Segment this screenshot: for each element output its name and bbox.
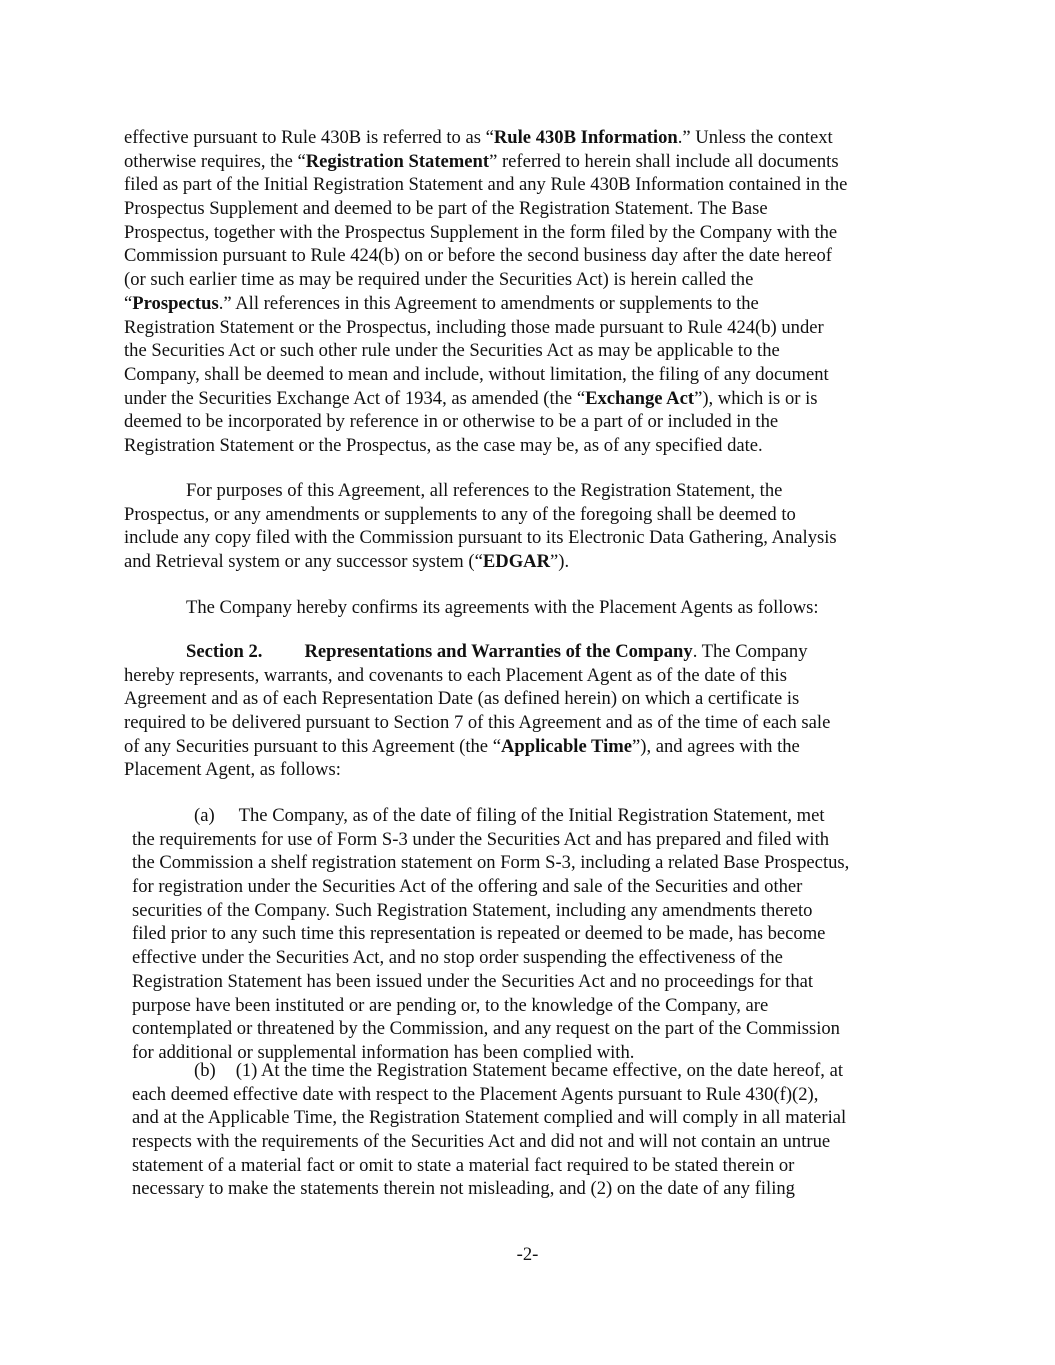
text-line [132,970,849,994]
text-line [124,150,847,174]
defined-term: Applicable Time [500,735,632,757]
defined-term: Rule 430B Information [493,127,678,148]
text-line [124,735,830,759]
text-run: . The Company [692,641,808,662]
text-run: contemplated or threatened by the Commission, and any request on the part of the Commission [132,1018,840,1040]
text-run: Prospectus, or any amendments or supplements to any of the foregoing shall be deemed to [124,503,796,525]
text-line [124,711,830,735]
text-run: under the Securities Exchange Act of 1934, as amended (the “ [124,387,586,409]
text-run: hereby represents, warrants, and covenants to each Placement Agent as of the date of this [124,664,787,686]
text-run: (a) [194,805,215,826]
text-line [124,363,847,387]
text-line [132,804,849,828]
text-run: filed as part of the Initial Registration Statement and any Rule 430B Information contained in the [124,174,848,196]
text-run: purpose have been instituted or are pending or, to the knowledge of the Company, are [132,994,769,1016]
text-line [124,268,847,292]
text-run: (1) At the time the Registration Statement became effective, on the date hereof, at [235,1060,844,1081]
text-line [124,316,847,340]
text-run: the requirements for use of Form S-3 under the Securities Act and has prepared and filed with [132,828,830,850]
text-run: ” referred to herein shall include all documents [489,150,839,172]
text-line [124,339,847,363]
text-line [124,173,847,197]
text-run: ”), and agrees with the [632,735,800,757]
page-number: -2- [516,1244,539,1265]
text-run: Commission pursuant to Rule 424(b) on or before the second business day after the date hereof [124,245,832,267]
text-run: Registration Statement has been issued under the Securities Act and no proceedings for that [132,970,814,992]
defined-term: Prospectus [132,292,219,314]
paragraph-rule-430b-definitions [124,126,847,458]
text-run: the Commission a shelf registration statement on Form S-3, including a related Base Prospectus, [132,852,850,874]
paragraph-section-2-representations [124,640,830,782]
text-run: Prospectus Supplement and deemed to be part of the Registration Statement. The Base [124,198,768,220]
text-run: Agreement and as of each Representation Date (as defined herein) on which a certificate is [124,688,800,710]
paragraph-edgar-references [124,479,837,574]
text-line [124,126,847,150]
text-run: Prospectus, together with the Prospectus Supplement in the form filed by the Company with the [124,221,838,243]
text-run: The Company, as of the date of filing of the Initial Registration Statement, met [238,805,825,826]
text-line [124,387,847,411]
text-run: and at the Applicable Time, the Registration Statement complied and will comply in all material [132,1107,847,1129]
text-line [132,1177,846,1201]
text-line [124,758,830,782]
text-run: statement of a material fact or omit to state a material fact required to be stated therein or [132,1154,795,1176]
text-line [132,828,849,852]
text-run: effective pursuant to Rule 430B is referred to as “ [124,127,494,148]
text-run: Registration Statement or the Prospectus, as the case may be, as of any specified date. [124,434,763,456]
text-line [124,550,837,574]
text-line [124,434,847,458]
text-line [124,221,847,245]
text-line [132,1154,846,1178]
text-run: otherwise requires, the “ [124,150,306,172]
text-run: “ [124,292,133,314]
text-line [124,640,830,664]
text-line [132,1083,846,1107]
text-run: For purposes of this Agreement, all references to the Registration Statement, the [186,480,783,501]
text-run: The Company hereby confirms its agreements with the Placement Agents as follows: [186,597,819,618]
text-run: .” Unless the context [677,127,833,148]
defined-term: Representations and Warranties of the Company [304,641,693,662]
defined-term: Section 2. [186,641,263,662]
text-run: filed prior to any such time this representation is repeated or deemed to be made, has become [132,923,826,945]
text-run: Registration Statement or the Prospectus, including those made pursuant to Rule 424(b) under [124,316,824,338]
text-run: for registration under the Securities Act of the offering and sale of the Securities and other [132,876,803,898]
text-line [124,687,830,711]
text-line [132,851,849,875]
text-run: respects with the requirements of the Securities Act and did not and will not contain an untrue [132,1131,831,1153]
text-run: .” All references in this Agreement to amendments or supplements to the [218,292,759,314]
text-line [132,1059,846,1083]
text-run: necessary to make the statements therein not misleading, and (2) on the date of any filing [132,1178,795,1200]
paragraph-confirms-agreements [186,596,819,620]
text-line [132,1130,846,1154]
text-line [132,1106,846,1130]
text-run: Placement Agent, as follows: [124,759,341,781]
text-run: (or such earlier time as may be required under the Securities Act) is herein called the [124,269,754,291]
paragraph-item-a [132,804,849,1065]
text-run: of any Securities pursuant to this Agreement (the “ [124,735,501,757]
text-run: securities of the Company. Such Registration Statement, including any amendments thereto [132,899,813,921]
text-line [132,1017,849,1041]
text-line [124,197,847,221]
text-line [124,526,837,550]
text-run: deemed to be incorporated by reference in or otherwise to be a part of or included in the [124,411,779,433]
text-run: the Securities Act or such other rule under the Securities Act as may be applicable to the [124,340,780,362]
text-line [132,994,849,1018]
text-line [124,664,830,688]
text-line [132,946,849,970]
text-run: required to be delivered pursuant to Section 7 of this Agreement and as of the time of each sale [124,712,831,734]
text-line [124,410,847,434]
text-line [132,922,849,946]
text-run: ”), which is or is [694,387,818,409]
text-run: (b) [194,1060,216,1081]
text-run: ”). [550,551,570,573]
defined-term: EDGAR [482,551,551,573]
text-line [186,596,819,620]
defined-term: Registration Statement [305,150,490,172]
text-run: for additional or supplemental information has been complied with. [132,1041,635,1063]
text-run: include any copy filed with the Commission pursuant to its Electronic Data Gathering, Analysis [124,527,837,549]
text-line [132,899,849,923]
text-line [132,875,849,899]
defined-term: Exchange Act [585,387,695,409]
text-line [124,503,837,527]
paragraph-item-b [132,1059,846,1201]
text-run: each deemed effective date with respect to the Placement Agents pursuant to Rule 430(f)(2), [132,1083,819,1105]
text-run: Company, shall be deemed to mean and include, without limitation, the filing of any document [124,363,829,385]
text-run: and Retrieval system or any successor system (“ [124,551,483,573]
text-line [124,292,847,316]
text-run: effective under the Securities Act, and no stop order suspending the effectiveness of the [132,947,783,969]
text-line [124,479,837,503]
text-line [124,244,847,268]
